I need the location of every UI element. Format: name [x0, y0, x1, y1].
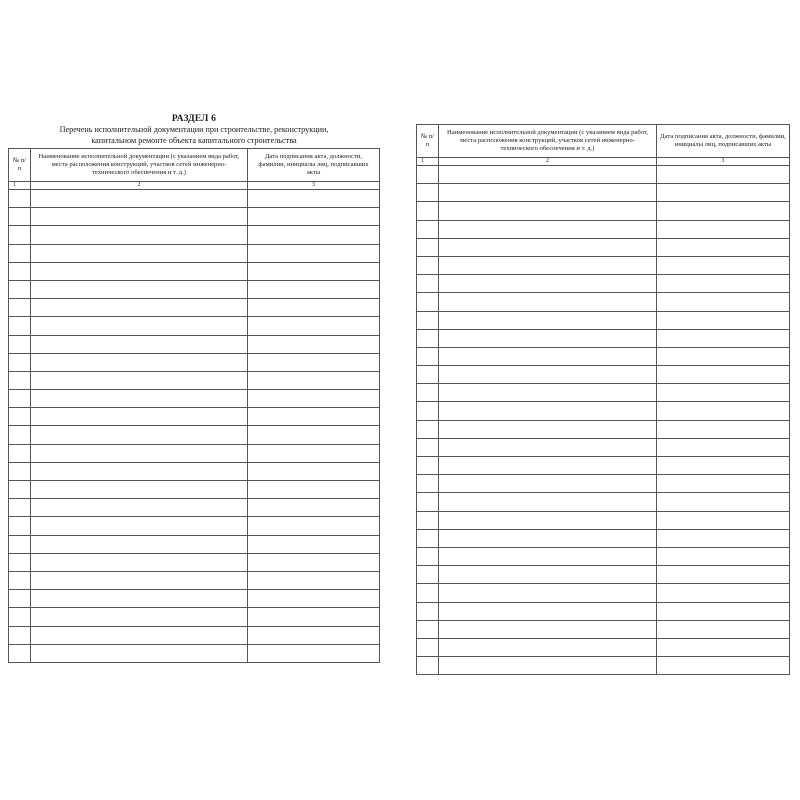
documentation-table: [8, 148, 380, 663]
table-row: [417, 511, 790, 529]
table-row: [417, 347, 790, 365]
cell-number[interactable]: [417, 202, 439, 220]
cell-signing-info[interactable]: [248, 371, 380, 389]
cell-number[interactable]: [9, 481, 31, 499]
header-signing-date: Дата подписания акта, должности, фамилии, инициалы лиц, подписавших акты: [657, 125, 790, 158]
table-row: [417, 293, 790, 311]
cell-number[interactable]: [9, 517, 31, 535]
cell-signing-info[interactable]: [248, 244, 380, 262]
cell-signing-info[interactable]: [657, 457, 790, 475]
cell-number[interactable]: [9, 317, 31, 335]
cell-document-name[interactable]: [439, 566, 657, 584]
cell-signing-info[interactable]: [248, 262, 380, 280]
cell-signing-info[interactable]: [657, 547, 790, 565]
cell-signing-info[interactable]: [248, 317, 380, 335]
cell-signing-info[interactable]: [657, 420, 790, 438]
column-number-2: 2: [439, 158, 657, 166]
table-row: [9, 226, 380, 244]
cell-number[interactable]: [417, 220, 439, 238]
table-row: [417, 438, 790, 456]
table-row: [417, 202, 790, 220]
cell-signing-info[interactable]: [657, 511, 790, 529]
cell-signing-info[interactable]: [657, 202, 790, 220]
section-subtitle: Перечень исполнительной документации при строительстве, реконструкции, капитальном ремонте объекта капитального строительства: [59, 125, 329, 145]
section-header: [8, 114, 380, 146]
cell-number[interactable]: [9, 608, 31, 626]
cell-document-name[interactable]: [31, 499, 248, 517]
table-row: [417, 566, 790, 584]
cell-document-name[interactable]: [31, 371, 248, 389]
header-signing-date: Дата подписания акта, должности, фамилии, инициалы лиц, подписавших акты: [248, 149, 380, 182]
table-body: [9, 190, 380, 663]
table-row: [417, 366, 790, 384]
documentation-table-continued: [416, 124, 790, 675]
cell-signing-info[interactable]: [657, 275, 790, 293]
cell-document-name[interactable]: [439, 275, 657, 293]
header-number: № п/п: [9, 149, 31, 182]
cell-signing-info[interactable]: [657, 566, 790, 584]
cell-number[interactable]: [417, 547, 439, 565]
table-row: [9, 408, 380, 426]
cell-number[interactable]: [417, 293, 439, 311]
cell-document-name[interactable]: [439, 220, 657, 238]
cell-document-name[interactable]: [439, 420, 657, 438]
cell-number[interactable]: [9, 571, 31, 589]
cell-signing-info[interactable]: [248, 208, 380, 226]
cell-number[interactable]: [417, 366, 439, 384]
table-row: [9, 262, 380, 280]
cell-document-name[interactable]: [439, 202, 657, 220]
header-document-name: Наименование исполнительной документации (с указанием вида работ, места расположения конструкций, участков сетей инженерно-технического обеспечения и т. д.): [31, 149, 248, 182]
cell-signing-info[interactable]: [248, 626, 380, 644]
cell-number[interactable]: [417, 493, 439, 511]
column-number-3: 3: [657, 158, 790, 166]
column-number-2: 2: [31, 182, 248, 190]
cell-number[interactable]: [417, 238, 439, 256]
table-row: [9, 499, 380, 517]
table-row: [417, 457, 790, 475]
cell-document-name[interactable]: [439, 547, 657, 565]
cell-number[interactable]: [417, 329, 439, 347]
cell-number[interactable]: [9, 590, 31, 608]
table-row: [417, 384, 790, 402]
left-page: [8, 110, 380, 660]
table-row: [417, 475, 790, 493]
cell-document-name[interactable]: [31, 444, 248, 462]
cell-document-name[interactable]: [439, 366, 657, 384]
header-number: № п/п: [417, 125, 439, 158]
cell-number[interactable]: [417, 457, 439, 475]
table-row: [9, 353, 380, 371]
cell-number[interactable]: [417, 275, 439, 293]
cell-document-name[interactable]: [439, 329, 657, 347]
cell-document-name[interactable]: [31, 626, 248, 644]
table-row: [9, 208, 380, 226]
cell-number[interactable]: [9, 299, 31, 317]
table-row: [417, 602, 790, 620]
cell-document-name[interactable]: [439, 529, 657, 547]
cell-number[interactable]: [9, 644, 31, 662]
cell-number[interactable]: [417, 566, 439, 584]
cell-number[interactable]: [417, 184, 439, 202]
cell-signing-info[interactable]: [248, 481, 380, 499]
cell-document-name[interactable]: [31, 571, 248, 589]
cell-document-name[interactable]: [31, 481, 248, 499]
table-row: [9, 517, 380, 535]
cell-document-name[interactable]: [439, 638, 657, 656]
cell-number[interactable]: [9, 280, 31, 298]
cell-document-name[interactable]: [31, 408, 248, 426]
table-header-row: [9, 149, 380, 182]
table-row: [9, 280, 380, 298]
cell-document-name[interactable]: [31, 190, 248, 208]
cell-number[interactable]: [417, 620, 439, 638]
cell-document-name[interactable]: [31, 244, 248, 262]
cell-document-name[interactable]: [31, 644, 248, 662]
cell-number[interactable]: [417, 256, 439, 274]
cell-number[interactable]: [9, 371, 31, 389]
cell-number[interactable]: [417, 511, 439, 529]
table-row: [417, 256, 790, 274]
cell-number[interactable]: [9, 353, 31, 371]
cell-document-name[interactable]: [439, 384, 657, 402]
cell-number[interactable]: [9, 444, 31, 462]
cell-signing-info[interactable]: [657, 311, 790, 329]
cell-signing-info[interactable]: [657, 529, 790, 547]
cell-document-name[interactable]: [31, 517, 248, 535]
cell-document-name[interactable]: [31, 590, 248, 608]
cell-document-name[interactable]: [31, 390, 248, 408]
table-row: [9, 535, 380, 553]
cell-document-name[interactable]: [31, 262, 248, 280]
cell-signing-info[interactable]: [657, 402, 790, 420]
table-row: [9, 590, 380, 608]
cell-signing-info[interactable]: [248, 444, 380, 462]
cell-document-name[interactable]: [439, 457, 657, 475]
cell-signing-info[interactable]: [248, 390, 380, 408]
cell-document-name[interactable]: [31, 280, 248, 298]
cell-signing-info[interactable]: [657, 220, 790, 238]
cell-signing-info[interactable]: [248, 353, 380, 371]
table-row: [417, 493, 790, 511]
cell-signing-info[interactable]: [657, 620, 790, 638]
table-body: [417, 166, 790, 675]
table-row: [417, 657, 790, 675]
table-row: [9, 335, 380, 353]
cell-signing-info[interactable]: [657, 657, 790, 675]
table-row: [9, 644, 380, 662]
cell-number[interactable]: [9, 244, 31, 262]
cell-signing-info[interactable]: [657, 329, 790, 347]
cell-document-name[interactable]: [31, 553, 248, 571]
column-number-1: 1: [9, 182, 31, 190]
cell-number[interactable]: [417, 475, 439, 493]
cell-signing-info[interactable]: [657, 347, 790, 365]
cell-document-name[interactable]: [31, 353, 248, 371]
cell-signing-info[interactable]: [248, 226, 380, 244]
cell-document-name[interactable]: [439, 166, 657, 184]
table-row: [417, 638, 790, 656]
table-row: [9, 317, 380, 335]
cell-signing-info[interactable]: [248, 517, 380, 535]
table-row: [9, 608, 380, 626]
cell-document-name[interactable]: [439, 511, 657, 529]
table-row: [9, 571, 380, 589]
cell-signing-info[interactable]: [657, 293, 790, 311]
cell-document-name[interactable]: [31, 208, 248, 226]
cell-document-name[interactable]: [439, 438, 657, 456]
cell-number[interactable]: [9, 553, 31, 571]
table-row: [417, 184, 790, 202]
cell-number[interactable]: [9, 626, 31, 644]
cell-number[interactable]: [9, 335, 31, 353]
cell-number[interactable]: [417, 166, 439, 184]
cell-signing-info[interactable]: [248, 608, 380, 626]
cell-signing-info[interactable]: [248, 190, 380, 208]
cell-signing-info[interactable]: [657, 475, 790, 493]
table-row: [417, 166, 790, 184]
cell-document-name[interactable]: [439, 620, 657, 638]
table-row: [9, 444, 380, 462]
cell-signing-info[interactable]: [248, 499, 380, 517]
cell-document-name[interactable]: [439, 602, 657, 620]
cell-document-name[interactable]: [439, 184, 657, 202]
cell-signing-info[interactable]: [248, 590, 380, 608]
table-row: [9, 371, 380, 389]
cell-document-name[interactable]: [31, 608, 248, 626]
table-row: [9, 390, 380, 408]
cell-document-name[interactable]: [439, 238, 657, 256]
cell-document-name[interactable]: [31, 535, 248, 553]
cell-document-name[interactable]: [31, 299, 248, 317]
cell-number[interactable]: [417, 420, 439, 438]
section-title: РАЗДЕЛ 6: [171, 114, 217, 124]
table-row: [417, 275, 790, 293]
cell-document-name[interactable]: [439, 584, 657, 602]
cell-signing-info[interactable]: [248, 335, 380, 353]
table-row: [9, 426, 380, 444]
cell-signing-info[interactable]: [657, 184, 790, 202]
cell-signing-info[interactable]: [657, 602, 790, 620]
cell-signing-info[interactable]: [657, 256, 790, 274]
cell-number[interactable]: [417, 602, 439, 620]
column-number-1: 1: [417, 158, 439, 166]
cell-signing-info[interactable]: [248, 280, 380, 298]
table-row: [417, 220, 790, 238]
cell-document-name[interactable]: [31, 226, 248, 244]
table-row: [417, 311, 790, 329]
cell-document-name[interactable]: [439, 293, 657, 311]
table-row: [417, 529, 790, 547]
cell-document-name[interactable]: [439, 475, 657, 493]
table-row: [9, 481, 380, 499]
cell-document-name[interactable]: [31, 317, 248, 335]
cell-number[interactable]: [9, 462, 31, 480]
cell-signing-info[interactable]: [248, 535, 380, 553]
cell-signing-info[interactable]: [657, 238, 790, 256]
cell-number[interactable]: [9, 208, 31, 226]
cell-number[interactable]: [9, 535, 31, 553]
column-number-row: [9, 182, 380, 190]
table-row: [417, 420, 790, 438]
table-row: [9, 462, 380, 480]
table-row: [417, 620, 790, 638]
cell-number[interactable]: [9, 262, 31, 280]
cell-number[interactable]: [9, 226, 31, 244]
cell-signing-info[interactable]: [248, 553, 380, 571]
cell-document-name[interactable]: [31, 335, 248, 353]
cell-document-name[interactable]: [439, 256, 657, 274]
cell-document-name[interactable]: [439, 347, 657, 365]
table-row: [417, 402, 790, 420]
cell-signing-info[interactable]: [248, 408, 380, 426]
cell-number[interactable]: [9, 499, 31, 517]
cell-number[interactable]: [9, 190, 31, 208]
cell-signing-info[interactable]: [248, 299, 380, 317]
cell-number[interactable]: [417, 657, 439, 675]
cell-number[interactable]: [417, 438, 439, 456]
table-row: [417, 238, 790, 256]
cell-signing-info[interactable]: [657, 438, 790, 456]
table-row: [9, 190, 380, 208]
cell-document-name[interactable]: [439, 402, 657, 420]
cell-number[interactable]: [417, 347, 439, 365]
column-number-3: 3: [248, 182, 380, 190]
cell-document-name[interactable]: [439, 657, 657, 675]
cell-document-name[interactable]: [31, 462, 248, 480]
table-row: [417, 547, 790, 565]
cell-signing-info[interactable]: [248, 571, 380, 589]
table-row: [9, 244, 380, 262]
cell-signing-info[interactable]: [657, 584, 790, 602]
cell-signing-info[interactable]: [657, 166, 790, 184]
cell-signing-info[interactable]: [248, 644, 380, 662]
cell-document-name[interactable]: [31, 426, 248, 444]
cell-number[interactable]: [417, 384, 439, 402]
header-document-name: Наименование исполнительной документации (с указанием вида работ, места расположения конструкций, участков сетей инженерно-технического обеспечения и т. д.): [439, 125, 657, 158]
table-row: [417, 584, 790, 602]
table-row: [9, 299, 380, 317]
cell-number[interactable]: [417, 402, 439, 420]
cell-number[interactable]: [417, 638, 439, 656]
right-page: [416, 124, 790, 676]
table-row: [9, 553, 380, 571]
cell-signing-info[interactable]: [657, 366, 790, 384]
cell-signing-info[interactable]: [657, 493, 790, 511]
cell-number[interactable]: [417, 311, 439, 329]
cell-number[interactable]: [9, 390, 31, 408]
cell-number[interactable]: [9, 426, 31, 444]
cell-signing-info[interactable]: [657, 384, 790, 402]
table-row: [9, 626, 380, 644]
cell-signing-info[interactable]: [248, 426, 380, 444]
cell-signing-info[interactable]: [248, 462, 380, 480]
cell-number[interactable]: [9, 408, 31, 426]
table-row: [417, 329, 790, 347]
cell-signing-info[interactable]: [657, 638, 790, 656]
cell-number[interactable]: [417, 584, 439, 602]
cell-number[interactable]: [417, 529, 439, 547]
table-header-row: [417, 125, 790, 158]
cell-document-name[interactable]: [439, 311, 657, 329]
column-number-row: [417, 158, 790, 166]
cell-document-name[interactable]: [439, 493, 657, 511]
